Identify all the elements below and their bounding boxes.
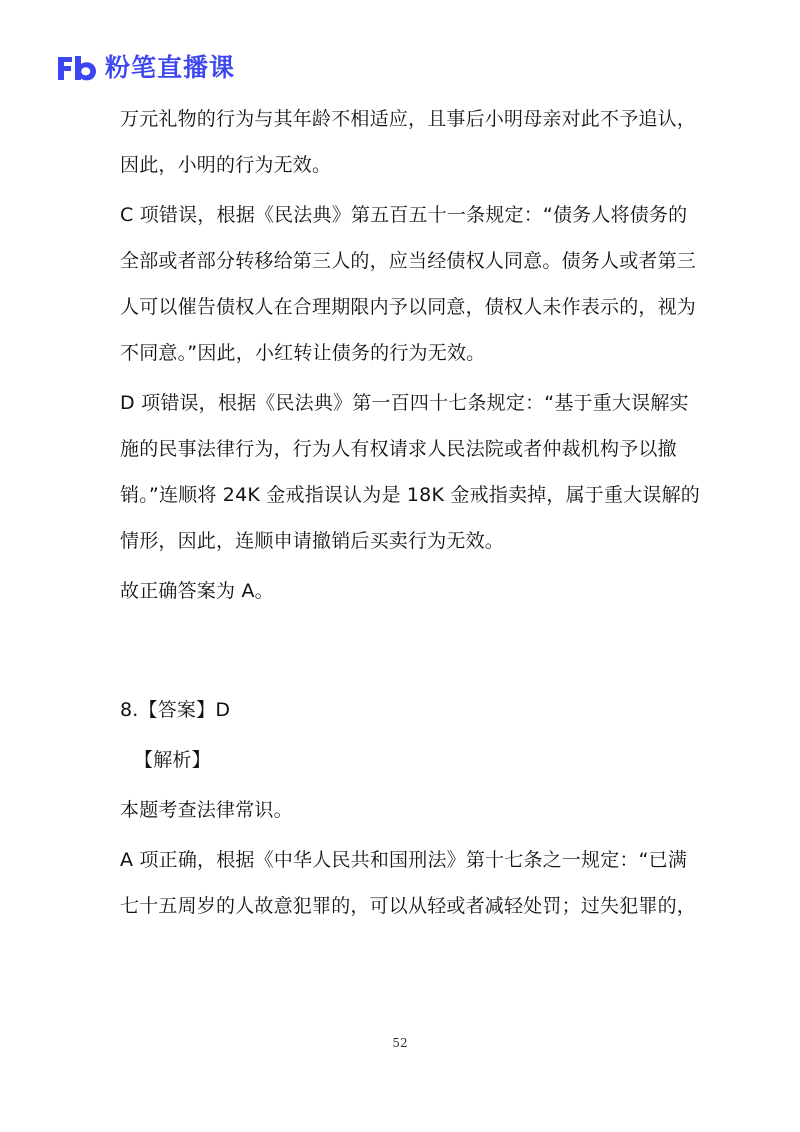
paragraph-line: 七十五周岁的人故意犯罪的，可以从轻或者减轻处罚；过失犯罪的，: [120, 895, 697, 917]
answer-conclusion: 故正确答案为 A。: [120, 580, 274, 602]
paragraph-line: A 项正确，根据《中华人民共和国刑法》第十七条之一规定：“已满: [120, 849, 688, 871]
paragraph-line: 全部或者部分转移给第三人的，应当经债权人同意。债务人或者第三: [120, 250, 697, 272]
analysis-heading: 【解析】: [134, 749, 211, 771]
brand-name: 粉笔直播课: [105, 53, 236, 82]
paragraph-line: 因此，小明的行为无效。: [120, 154, 332, 176]
paragraph-line: D 项错误，根据《民法典》第一百四十七条规定：“基于重大误解实: [120, 392, 689, 414]
paragraph-line: 情形，因此，连顺申请撤销后买卖行为无效。: [120, 530, 505, 552]
header: [55, 50, 235, 86]
page-number: 52: [392, 1036, 408, 1050]
paragraph-line: 施的民事法律行为，行为人有权请求人民法院或者仲裁机构予以撤: [120, 438, 677, 460]
paragraph-line: 销。”连顺将 24K 金戒指误认为是 18K 金戒指卖掉，属于重大误解的: [120, 484, 700, 506]
document-body: [120, 96, 710, 929]
question-answer-heading: 8.【答案】D: [120, 699, 231, 721]
paragraph-line: 万元礼物的行为与其年龄不相适应，且事后小明母亲对此不予追认，: [120, 108, 697, 130]
paragraph-line: C 项错误，根据《民法典》第五百五十一条规定：“债务人将债务的: [120, 204, 688, 226]
paragraph-line: 本题考查法律常识。: [120, 799, 293, 821]
paragraph-line: 人可以催告债权人在合理期限内予以同意，债权人未作表示的，视为: [120, 296, 697, 318]
paragraph-line: 不同意。”因此，小红转让债务的行为无效。: [120, 342, 486, 364]
fenbi-logo-icon: [55, 53, 99, 83]
